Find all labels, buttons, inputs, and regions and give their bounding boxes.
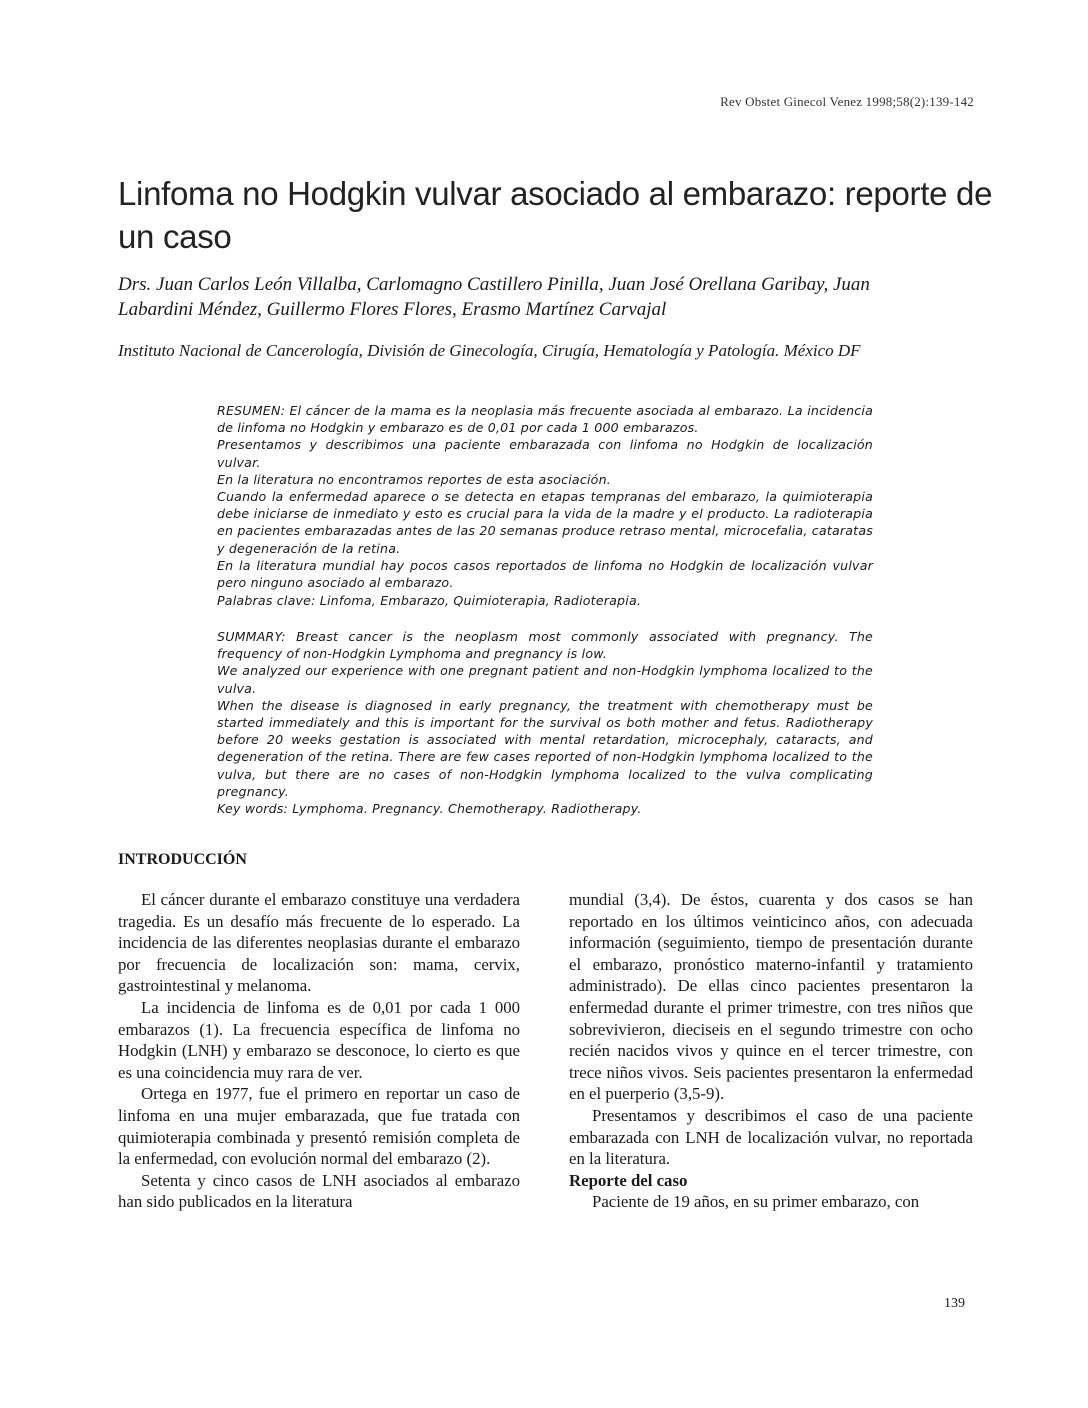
body-paragraph: Setenta y cinco casos de LNH asociados al embarazo han sido publicados en la literatura [118, 1170, 520, 1212]
abstract-paragraph: En la literatura no encontramos reportes de esta asociación. [217, 471, 611, 487]
abstract-paragraph: En la literatura mundial hay pocos casos reportados de linfoma no Hodgkin de localización vulvar pero ninguno asociado al embarazo. [217, 557, 873, 591]
body-left-column [118, 889, 520, 1213]
body-paragraph: mundial (3,4). De éstos, cuarenta y dos casos se han reportado en los últimos veinticinco años, con adecuada información (seguimiento, tiempo de presentación durante el embarazo, pronóstico materno-infantil y tratamiento administrado). De ellas cinco pacientes presentaron la enfermedad durante el primer trimestre, con tres niños que sobrevivieron, dieciseis en el segundo trimestre con ocho recién nacidos vivos y quince en el tercer trimestre, con trece niños vivos. Seis pacientes presentaron la enfermedad en el puerperio (3,5-9). [569, 890, 973, 1104]
body-paragraph: El cáncer durante el embarazo constituye una verdadera tragedia. Es un desafío más frecuente de lo esperado. La incidencia de las diferentes neoplasias durante el embarazo por frecuencia de localización son: mama, cervix, gastrointestinal y melanoma. [118, 890, 520, 996]
body-right-column [569, 889, 973, 1213]
abstract-spanish [217, 402, 873, 591]
abstract-paragraph: Cuando la enfermedad aparece o se detecta en etapas tempranas del embarazo, la quimioterapia debe iniciarse de inmediato y esto es crucial para la vida de la madre y el producto. La radioterapia en pacientes embarazadas antes de las 20 semanas produce retraso mental, microcefalia, cataratas y degeneración de la retina. [217, 489, 873, 556]
keywords-spanish: Palabras clave: Linfoma, Embarazo, Quimioterapia, Radioterapia. [217, 593, 642, 608]
abstract-paragraph: We analyzed our experience with one pregnant patient and non-Hodgkin lymphoma localized to the vulva. [217, 663, 873, 696]
section-heading-introduction: INTRODUCCIÓN [118, 851, 247, 868]
abstract-paragraph: Presentamos y describimos una paciente embarazada con linfoma no Hodgkin de localización vulvar. [217, 437, 873, 470]
page-number: 139 [944, 1296, 965, 1311]
keywords-english: Key words: Lymphoma. Pregnancy. Chemotherapy. Radiotherapy. [217, 801, 642, 816]
abstract-english [217, 628, 873, 800]
article-title: Linfoma no Hodgkin vulvar asociado al embarazo: reporte de un caso [118, 175, 993, 255]
abstract-paragraph: SUMMARY: Breast cancer is the neoplasm most commonly associated with pregnancy. The frequency of non-Hodgkin Lymphoma and pregnancy is low. [217, 629, 873, 662]
abstract-paragraph: When the disease is diagnosed in early pregnancy, the treatment with chemotherapy must be started immediately and this is important for the survival os both mother and fetus. Radiotherapy before 20 weeks gestation is associated with mental retardation, microcephaly, cataracts, and degeneration of the retina. There are few cases reported of non-Hodgkin lymphoma localized to the vulva, but there are no cases of non-Hodgkin lymphoma localized to the vulva complicating pregnancy. [217, 697, 873, 799]
body-paragraph: Ortega en 1977, fue el primero en reportar un caso de linfoma en una mujer embarazada, que fue tratada con quimioterapia combinada y presentó remisión completa de la enfermedad, con evolución normal del embarazo (2). [118, 1084, 520, 1169]
author-affiliation: Instituto Nacional de Cancerología, División de Ginecología, Cirugía, Hematología y Patología. México DF [118, 341, 861, 360]
author-list: Drs. Juan Carlos León Villalba, Carlomagno Castillero Pinilla, Juan José Orellana Garibay, Juan Labardini Méndez, Guillermo Flores Flores, Erasmo Martínez Carvajal [118, 274, 870, 320]
body-paragraph: La incidencia de linfoma es de 0,01 por cada 1 000 embarazos (1). La frecuencia específica de linfoma no Hodgkin (LNH) y embarazo se desconoce, lo cierto es que es una coincidencia muy rara de ver. [118, 997, 520, 1082]
subheading-case-report: Reporte del caso [569, 1170, 688, 1190]
journal-citation: Rev Obstet Ginecol Venez 1998;58(2):139-142 [720, 94, 974, 109]
abstract-paragraph: RESUMEN: El cáncer de la mama es la neoplasia más frecuente asociada al embarazo. La incidencia de linfoma no Hodgkin y embarazo es de 0,01 por cada 1 000 embarazos. [217, 403, 873, 436]
body-paragraph: Presentamos y describimos el caso de una paciente embarazada con LNH de localización vulvar, no reportada en la literatura. [569, 1105, 973, 1169]
body-paragraph: Paciente de 19 años, en su primer embarazo, con [592, 1192, 920, 1212]
